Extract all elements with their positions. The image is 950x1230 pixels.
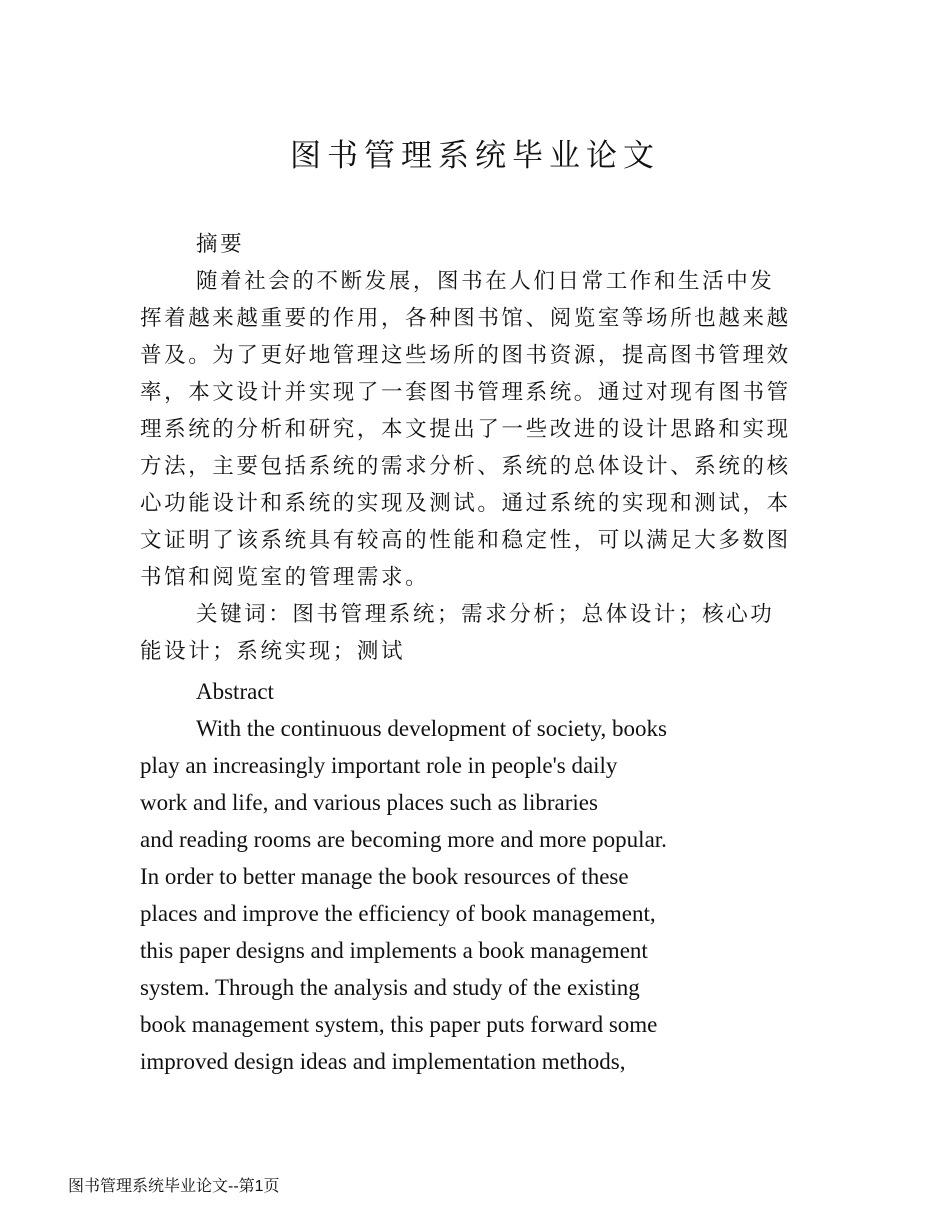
abstract-en-line: In order to better manage the book resources of these <box>140 864 629 889</box>
document-title: 图书管理系统毕业论文 <box>290 138 660 174</box>
abstract-cn-line: 率，本文设计并实现了一套图书管理系统。通过对现有图书管 <box>140 380 791 405</box>
keywords-cn-line: 关键词：图书管理系统；需求分析；总体设计；核心功 <box>196 602 775 627</box>
page-footer: 图书管理系统毕业论文--第1页 <box>68 1178 280 1195</box>
abstract-cn-line: 心功能设计和系统的实现及测试。通过系统的实现和测试，本 <box>140 491 791 516</box>
abstract-en-line: this paper designs and implements a book management <box>140 938 648 963</box>
abstract-en-line: places and improve the efficiency of book management, <box>140 901 656 926</box>
abstract-cn-line: 挥着越来越重要的作用，各种图书馆、阅览室等场所也越来越 <box>140 306 791 331</box>
abstract-en-line: work and life, and various places such as libraries <box>140 790 598 815</box>
abstract-en-section <box>140 673 780 1080</box>
abstract-en-line: play an increasingly important role in people's daily <box>140 753 618 778</box>
abstract-cn-line: 方法，主要包括系统的需求分析、系统的总体设计、系统的核 <box>140 454 791 479</box>
abstract-cn-section <box>140 226 812 670</box>
abstract-cn-line: 理系统的分析和研究，本文提出了一些改进的设计思路和实现 <box>140 417 791 442</box>
abstract-en-line: book management system, this paper puts forward some <box>140 1012 658 1037</box>
abstract-en-line: With the continuous development of society, books <box>196 716 667 741</box>
abstract-cn-line: 随着社会的不断发展，图书在人们日常工作和生活中发 <box>196 269 775 294</box>
keywords-cn-line: 能设计；系统实现；测试 <box>140 639 406 664</box>
abstract-en-heading: Abstract <box>196 679 274 704</box>
abstract-cn-heading: 摘要 <box>196 232 245 257</box>
abstract-en-line: and reading rooms are becoming more and more popular. <box>140 827 667 852</box>
abstract-cn-line: 普及。为了更好地管理这些场所的图书资源，提高图书管理效 <box>140 343 791 368</box>
abstract-cn-line: 文证明了该系统具有较高的性能和稳定性，可以满足大多数图 <box>140 528 791 553</box>
abstract-cn-line: 书馆和阅览室的管理需求。 <box>140 565 430 590</box>
abstract-en-line: system. Through the analysis and study of the existing <box>140 975 640 1000</box>
abstract-en-line: improved design ideas and implementation methods, <box>140 1049 626 1074</box>
